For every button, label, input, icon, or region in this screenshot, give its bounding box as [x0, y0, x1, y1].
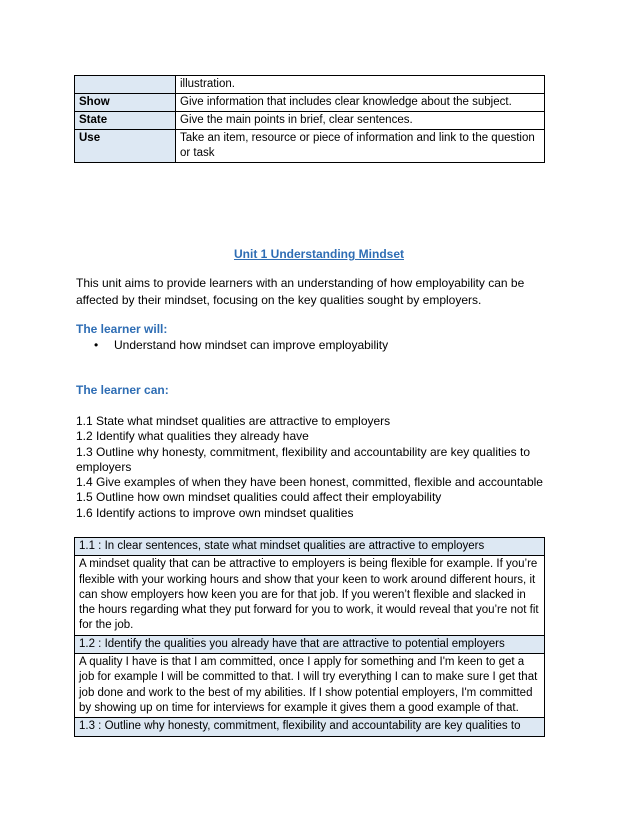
question-cell: 1.3 : Outline why honesty, commitment, flexibility and accountability are key qualities to — [75, 718, 545, 736]
term-cell — [75, 76, 176, 94]
learner-will-heading: The learner will: — [76, 322, 168, 336]
unit-title: Unit 1 Understanding Mindset — [233, 247, 404, 261]
list-item: 1.4 Give examples of when they have been honest, committed, flexible and accountable — [76, 475, 543, 490]
answer-cell: A quality I have is that I am committed, once I apply for something and I'm keen to get a job for example I will be committed to that. I will try everything I can to make sure I get that job done and work to the best of my abilities. If I show potential employers, I'm committed by showing up on time for interviews for example it gives them a good example of that. — [75, 654, 545, 718]
term-cell: State — [75, 112, 176, 130]
definition-cell: Give the main points in brief, clear sentences. — [176, 112, 545, 130]
table-row — [75, 112, 545, 130]
learning-outcomes-list — [76, 414, 556, 521]
command-words-table — [74, 75, 545, 163]
definition-cell: Give information that includes clear knowledge about the subject. — [176, 94, 545, 112]
table-row — [75, 635, 545, 653]
question-cell: 1.2 : Identify the qualities you already have that are attractive to potential employers — [75, 635, 545, 653]
list-item: 1.6 Identify actions to improve own mindset qualities — [76, 505, 354, 520]
list-item: 1.3 Outline why honesty, commitment, flexibility and accountability are key qualities to employers — [76, 444, 530, 474]
definition-cell: illustration. — [176, 76, 545, 94]
answer-cell: A mindset quality that can be attractive to employers is being flexible for example. If you’re flexible with your working hours and show that your keen to work around different hours, it can show employers how keen you are for that job. If you weren’t flexible and slacked in the hours regarding what they put forward for you to work, it would reveal that you’re not fit for the job. — [75, 556, 545, 635]
table-row — [75, 130, 545, 163]
question-cell: 1.1 : In clear sentences, state what mindset qualities are attractive to employers — [75, 538, 545, 556]
unit-intro: This unit aims to provide learners with an understanding of how employability can be affected by their mindset, focusing on the key qualities sought by employers. — [76, 276, 525, 307]
list-item: 1.2 Identify what qualities they already have — [76, 429, 309, 444]
list-item: 1.1 State what mindset qualities are attractive to employers — [76, 414, 391, 428]
learner-can-heading: The learner can: — [76, 383, 169, 397]
list-item: 1.5 Outline how own mindset qualities could affect their employability — [76, 490, 442, 505]
table-row — [75, 76, 545, 94]
table-row — [75, 654, 545, 718]
learner-will-list — [94, 338, 388, 352]
answers-table — [74, 537, 545, 737]
table-row — [75, 718, 545, 736]
table-row — [75, 94, 545, 112]
term-cell: Use — [75, 130, 176, 163]
definition-cell: Take an item, resource or piece of information and link to the question or task — [176, 130, 545, 163]
table-row — [75, 538, 545, 556]
term-cell: Show — [75, 94, 176, 112]
table-row — [75, 556, 545, 635]
list-item: • Understand how mindset can improve employability — [94, 338, 388, 352]
